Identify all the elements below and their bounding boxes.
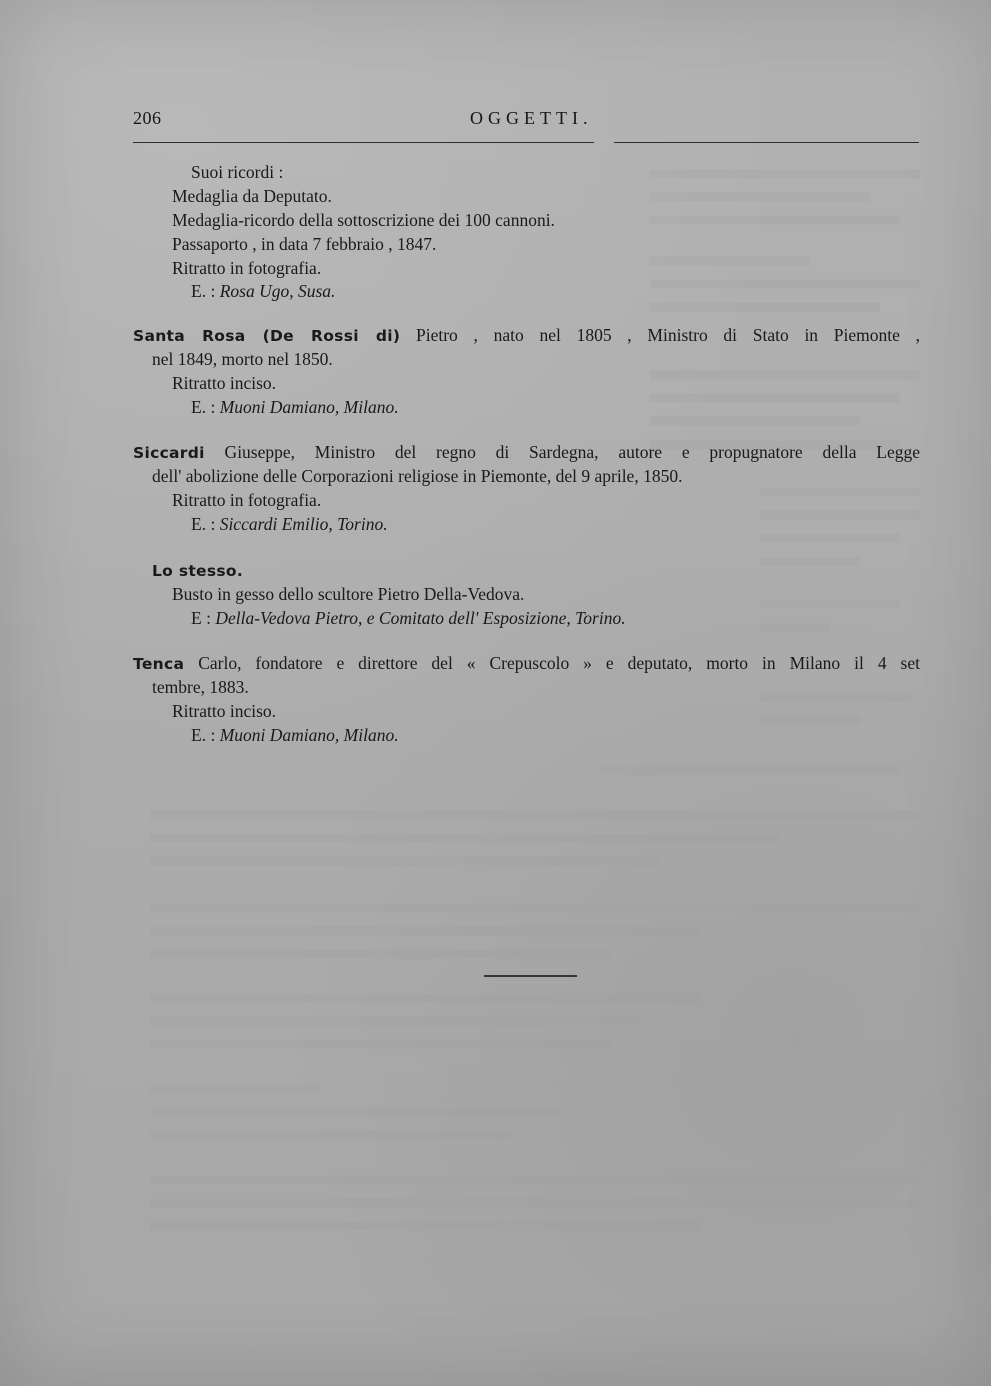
entry-line: Ritratto in fotografia. (172, 258, 322, 278)
entry-line: dell' abolizione delle Corporazioni religiose in Piemonte, del 9 aprile, 1850. (152, 466, 683, 486)
entry-e-value: Muoni Damiano, Milano. (219, 725, 399, 745)
entry-description: Giuseppe, Ministro del regno di Sardegna, autore e propugnatore della Legge (204, 442, 920, 462)
entry-name: Lo stesso. (152, 562, 244, 580)
entry-e-line (191, 723, 399, 747)
entry-e-label: E. : (191, 281, 220, 301)
entry-e-value: Muoni Damiano, Milano. (219, 397, 399, 417)
entry-line: tembre, 1883. (152, 677, 249, 697)
entry-line: Ritratto inciso. (172, 701, 277, 721)
entry-first-line (152, 558, 243, 583)
closing-rule (484, 975, 577, 977)
entry-e-line (191, 606, 626, 630)
entry-description: Pietro , nato nel 1805 , Ministro di Stato in Piemonte , (400, 325, 920, 345)
entry-name: Siccardi (133, 444, 205, 462)
entry-line: Ritratto in fotografia. (172, 490, 322, 510)
entry-line: Medaglia-ricordo della sottoscrizione dei 100 cannoni. (172, 210, 555, 230)
entry-e-label: E : (191, 608, 216, 628)
entry-first-line (133, 323, 920, 348)
entry-line: Busto in gesso dello scultore Pietro Della-Vedova. (172, 584, 525, 604)
entry-line: Medaglia da Deputato. (172, 186, 332, 206)
entry-line: Ritratto inciso. (172, 373, 277, 393)
entry-e-value: Rosa Ugo, Susa. (219, 281, 336, 301)
entry-line: Suoi ricordi : (191, 162, 284, 182)
entry-e-value: Siccardi Emilio, Torino. (219, 514, 388, 534)
entry-e-line (191, 395, 399, 419)
entry-e-line (191, 512, 388, 536)
entry-name: Santa Rosa (De Rossi di) (133, 327, 401, 345)
entry-line: nel 1849, morto nel 1850. (152, 349, 333, 369)
entry-description: Carlo, fondatore e direttore del « Crepuscolo » e deputato, morto in Milano il 4 set (184, 653, 920, 673)
entry-e-line (191, 279, 335, 303)
header-rule-right (614, 142, 919, 143)
entry-line: Passaporto , in data 7 febbraio , 1847. (172, 234, 437, 254)
running-title: OGGETTI. (470, 108, 593, 128)
entry-name: Tenca (133, 655, 185, 673)
entry-e-value: Della-Vedova Pietro, e Comitato dell' Esposizione, Torino. (215, 608, 626, 628)
page-header (133, 108, 920, 138)
entry-e-label: E. : (191, 397, 220, 417)
header-rule-left (133, 142, 594, 143)
entry-first-line (133, 440, 920, 465)
entry-first-line (133, 651, 920, 676)
page-number: 206 (133, 108, 162, 128)
entry-e-label: E. : (191, 514, 220, 534)
entry-e-label: E. : (191, 725, 220, 745)
